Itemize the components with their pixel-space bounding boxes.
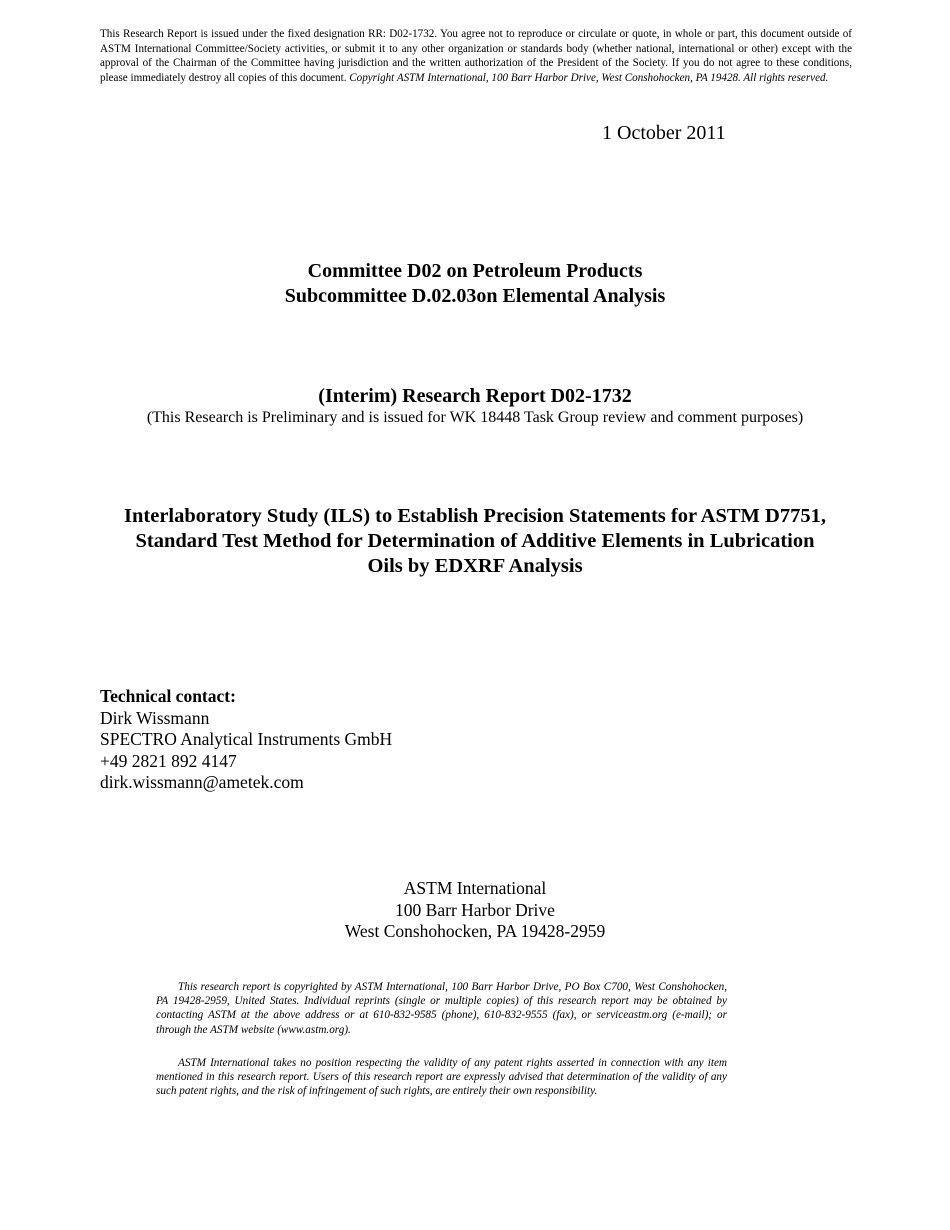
technical-contact xyxy=(100,686,392,794)
contact-organization: SPECTRO Analytical Instruments GmbH xyxy=(100,729,393,749)
contact-email: dirk.wissmann@ametek.com xyxy=(100,772,304,792)
address-city: West Conshohocken, PA 19428-2959 xyxy=(344,921,606,941)
study-title-line: Oils by EDXRF Analysis xyxy=(367,555,583,577)
notice-copyright: Copyright ASTM International, 100 Barr Harbor Drive, West Conshohocken, PA 19428. All rights reserved. xyxy=(349,71,829,84)
report-date: 1 October 2011 xyxy=(602,122,726,144)
study-title-line: Standard Test Method for Determination of Additive Elements in Lubrication xyxy=(135,530,815,552)
notice-text: This Research Report is issued under the fixed designation RR: D02-1732. You agree not to reproduce or circulate or quote, in whole or part, this document outside of ASTM International Committee/Society activities, or submit it to any other organization or standards body (whether national, international or other) except with the approval of the Chairman of the Committee having jurisdiction and the written authorization of the President of the Society. If you do not agree to these conditions, please immediately destroy all copies of this document. xyxy=(100,28,852,84)
committee-heading xyxy=(0,259,950,309)
report-title: (Interim) Research Report D02-1732 xyxy=(318,385,632,407)
study-title xyxy=(95,504,855,579)
patent-disclaimer: ASTM International takes no position respecting the validity of any patent rights asserted in connection with any item mentioned in this research report. Users of this research report are expressly advised that determination of the validity of any such patent rights, and the risk of infringement of such rights, are entirely their own responsibility. xyxy=(156,1057,727,1098)
address-street: 100 Barr Harbor Drive xyxy=(395,899,555,920)
contact-name: Dirk Wissmann xyxy=(100,707,210,728)
contact-heading: Technical contact: xyxy=(100,686,236,706)
copyright-paragraph: This research report is copyrighted by ASTM International, 100 Barr Harbor Drive, PO Box C700, West Conshohocken, PA 19428-2959, United States. Individual reprints (single or multiple copies) of this research report may be obtained by contacting ASTM at the above address or at 610-832-9585 (phone), 610-832-9555 (fax), or serviceastm.org (e-mail); or through the ASTM website (www.astm.org). xyxy=(156,981,727,1036)
contact-phone: +49 2821 892 4147 xyxy=(100,750,237,771)
address-org: ASTM International xyxy=(403,878,547,898)
study-title-line: Interlaboratory Study (ILS) to Establish Precision Statements for ASTM D7751, xyxy=(124,505,826,527)
committee-name: Committee D02 on Petroleum Products xyxy=(307,260,643,282)
report-subtitle: (This Research is Preliminary and is issued for WK 18448 Task Group review and comment purposes) xyxy=(146,409,804,426)
subcommittee-name: Subcommittee D.02.03on Elemental Analysis xyxy=(284,285,666,307)
astm-address xyxy=(0,878,950,943)
copyright-notice xyxy=(100,27,852,85)
